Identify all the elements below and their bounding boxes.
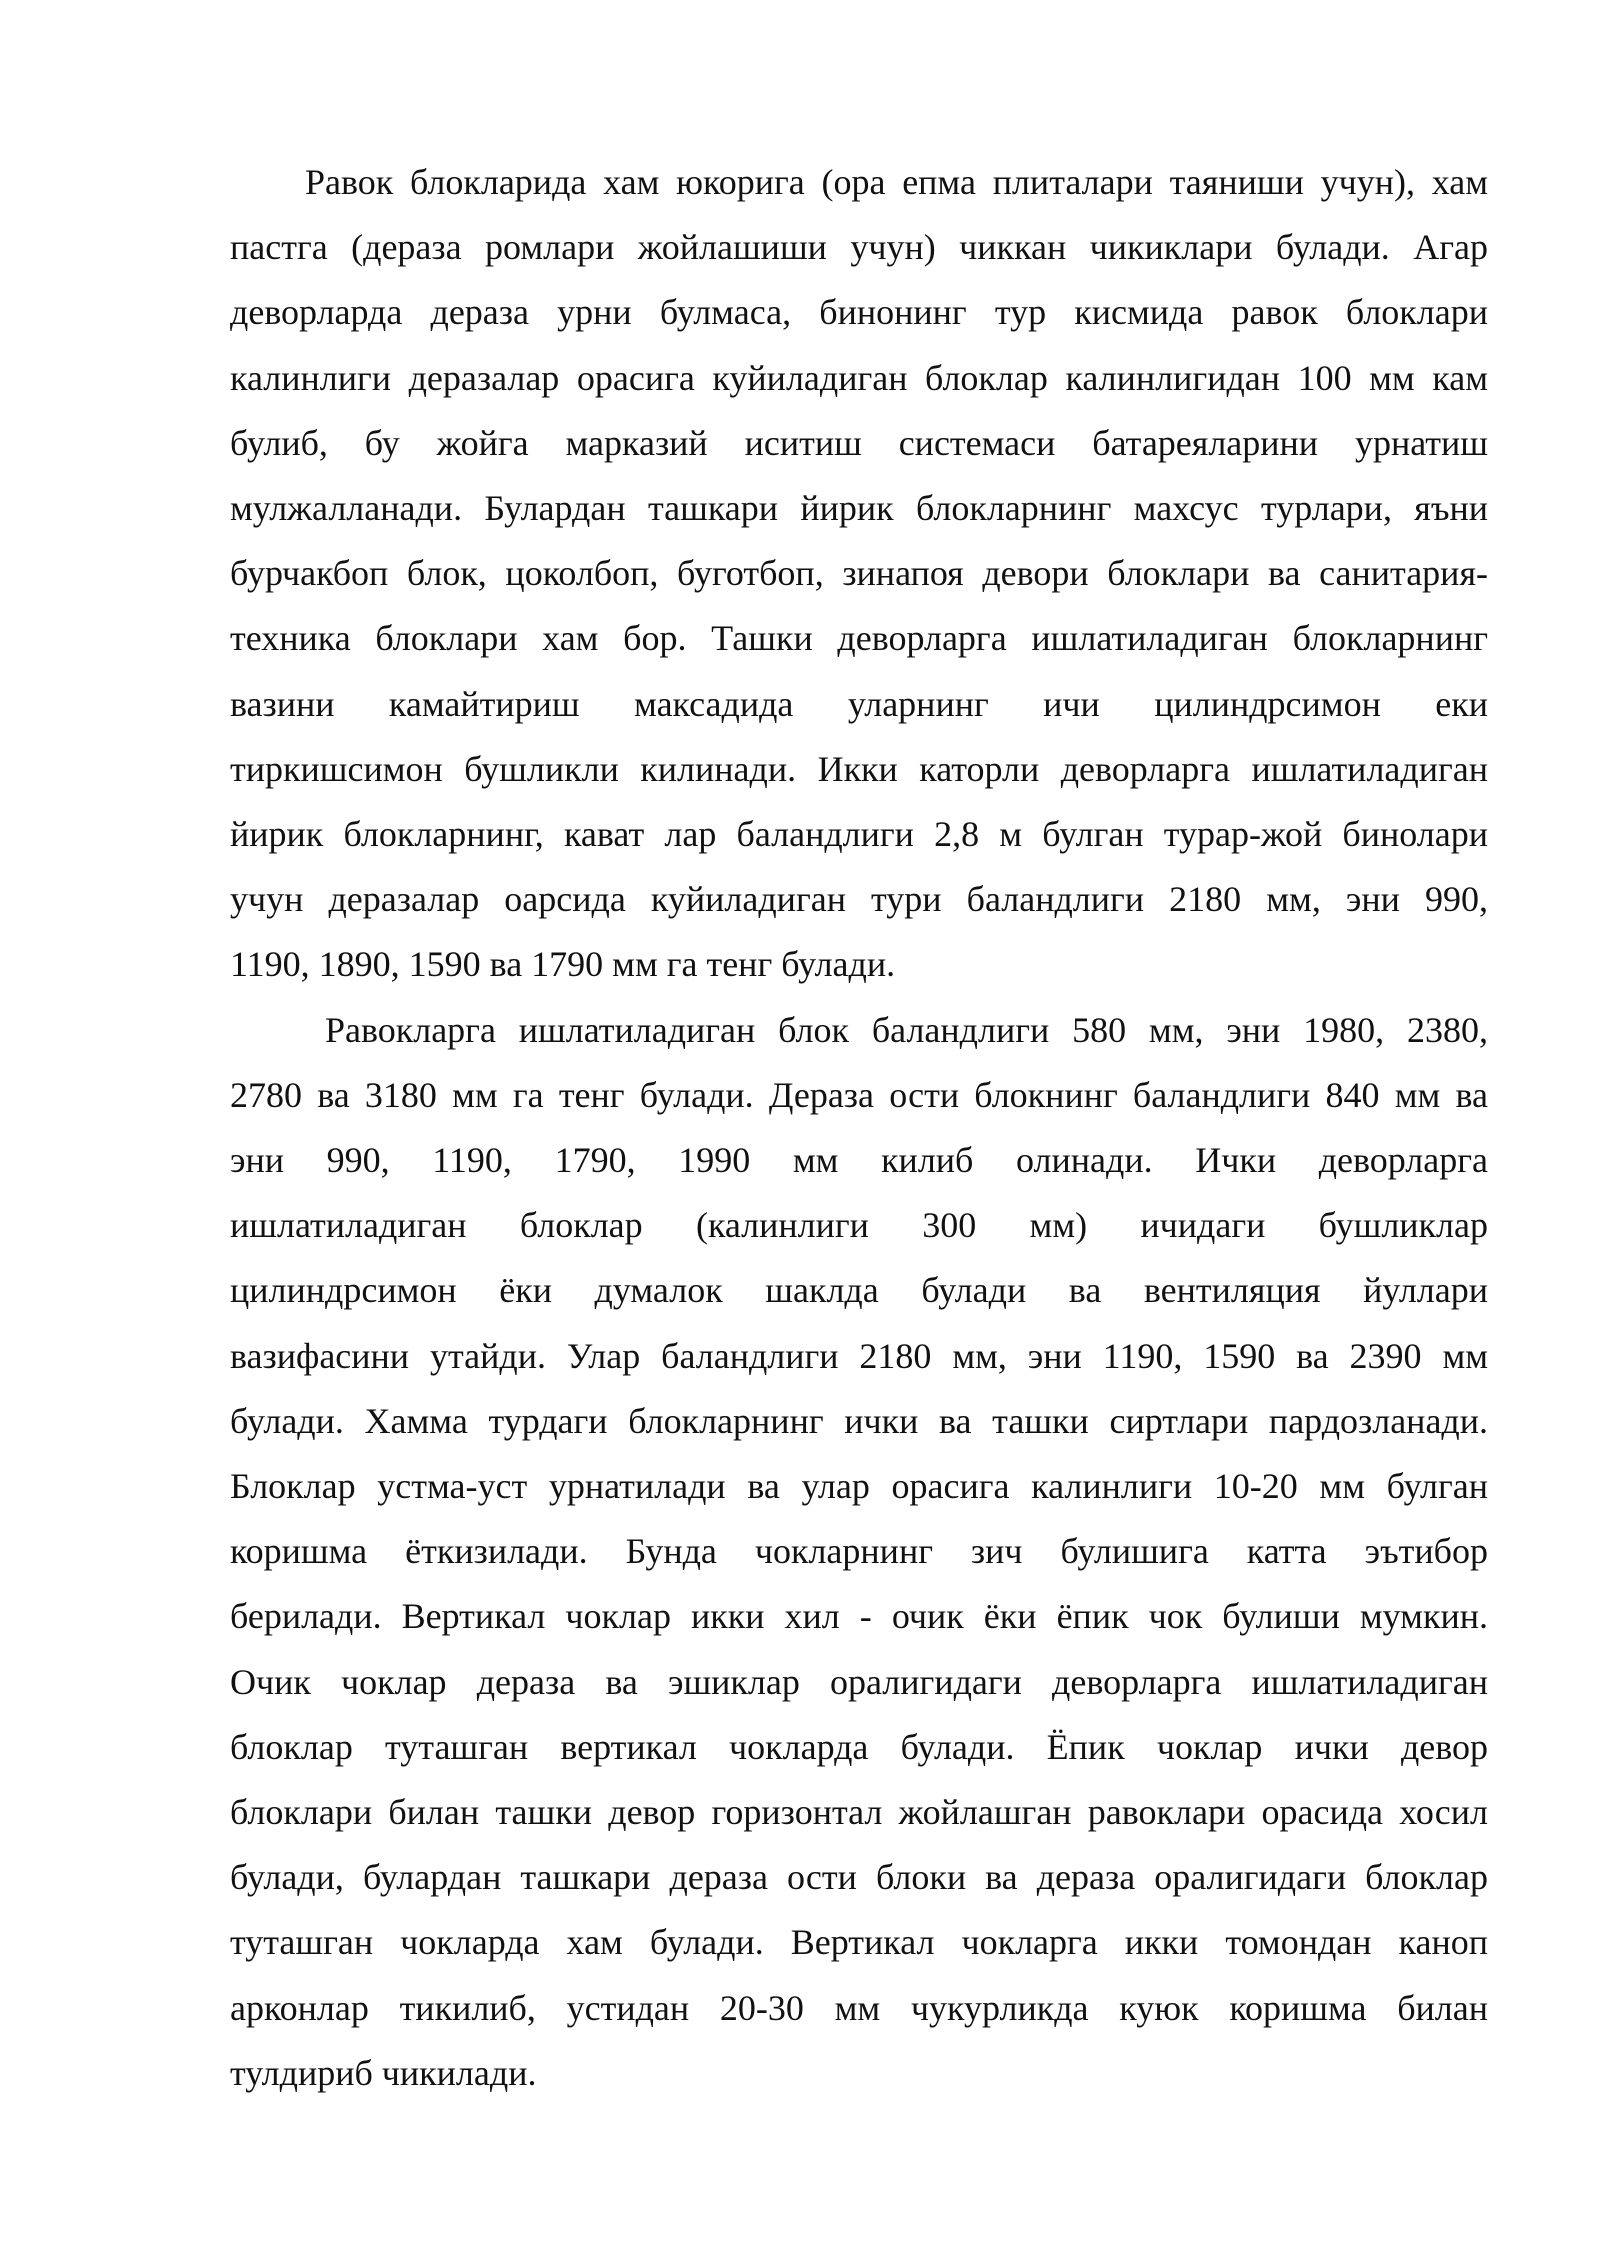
text-line: 2780 ва 3180 мм га тенг булади. Дераза ости блокнинг баландлиги 840 мм ва <box>230 1074 1488 1115</box>
text-line: цилиндрсимон ёки думалок шаклда булади ва вентиляция йуллари <box>230 1270 1488 1311</box>
text-line: коришма ёткизилади. Бунда чокларнинг зич булишига катта эътибор <box>230 1531 1488 1572</box>
text-line: 1190, 1890, 1590 ва 1790 мм га тенг булади. <box>230 944 896 985</box>
text-line: булади. Хамма турдаги блокларнинг ички ва ташки сиртлари пардозланади. <box>230 1400 1488 1441</box>
text-line: Блоклар устма-уст урнатилади ва улар орасига калинлиги 10-20 мм булган <box>230 1466 1488 1507</box>
document-body <box>230 150 1488 2106</box>
text-line: тулдириб чикилади. <box>230 2052 537 2093</box>
text-line: Очик чоклар дераза ва эшиклар оралигидаги деворларга ишлатиладиган <box>230 1661 1488 1702</box>
paragraph-2 <box>230 998 1488 2106</box>
text-line: Равок блокларида хам юкорига (ора епма плиталари таяниши учун), хам <box>305 162 1488 202</box>
paragraph-1 <box>230 150 1488 998</box>
text-line: йирик блокларнинг, кават лар баландлиги 2,8 м булган турар-жой бинолари <box>230 814 1488 855</box>
text-line: арконлар тикилиб, устидан 20-30 мм чукурликда куюк коришма билан <box>230 1987 1488 2028</box>
text-line: ишлатиладиган блоклар (калинлиги 300 мм) ичидаги бушликлар <box>230 1205 1488 1246</box>
text-line: деворларда дераза урни булмаса, бинонинг тур кисмида равок блоклари <box>230 292 1488 333</box>
text-line: тиркишсимон бушликли килинади. Икки каторли деворларга ишлатиладиган <box>230 748 1488 789</box>
text-line: Равокларга ишлатиладиган блок баландлиги 580 мм, эни 1980, 2380, <box>325 1009 1488 1050</box>
text-line: булади, булардан ташкари дераза ости блоки ва дераза оралигидаги блоклар <box>230 1857 1488 1898</box>
text-line: блоклар туташган вертикал чокларда булади. Ёпик чоклар ички девор <box>230 1726 1488 1767</box>
text-line: вазифасини утайди. Улар баландлиги 2180 мм, эни 1190, 1590 ва 2390 мм <box>230 1335 1488 1376</box>
text-line: учун деразалар оарсида куйиладиган тури баландлиги 2180 мм, эни 990, <box>230 879 1488 920</box>
text-line: калинлиги деразалар орасига куйиладиган блоклар калинлигидан 100 мм кам <box>230 357 1488 398</box>
text-line: мулжалланади. Булардан ташкари йирик блокларнинг махсус турлари, яъни <box>230 488 1488 529</box>
text-line: эни 990, 1190, 1790, 1990 мм килиб олинади. Ички деворларга <box>230 1140 1488 1181</box>
text-line: булиб, бу жойга марказий иситиш системаси батареяларини урнатиш <box>230 422 1488 463</box>
text-line: техника блоклари хам бор. Ташки деворларга ишлатиладиган блокларнинг <box>230 618 1488 659</box>
text-line: блоклари билан ташки девор горизонтал жойлашган равоклари орасида хосил <box>230 1792 1488 1833</box>
text-line: туташган чокларда хам булади. Вертикал чокларга икки томондан каноп <box>230 1922 1488 1963</box>
text-line: берилади. Вертикал чоклар икки хил - очик ёки ёпик чок булиши мумкин. <box>230 1596 1488 1637</box>
text-line: пастга (дераза ромлари жойлашиши учун) чиккан чикиклари булади. Агар <box>230 227 1488 268</box>
text-line: вазини камайтириш максадида уларнинг ичи цилиндрсимон еки <box>230 683 1488 724</box>
text-line: бурчакбоп блок, цоколбоп, буготбоп, зинапоя девори блоклари ва санитария- <box>230 553 1488 594</box>
